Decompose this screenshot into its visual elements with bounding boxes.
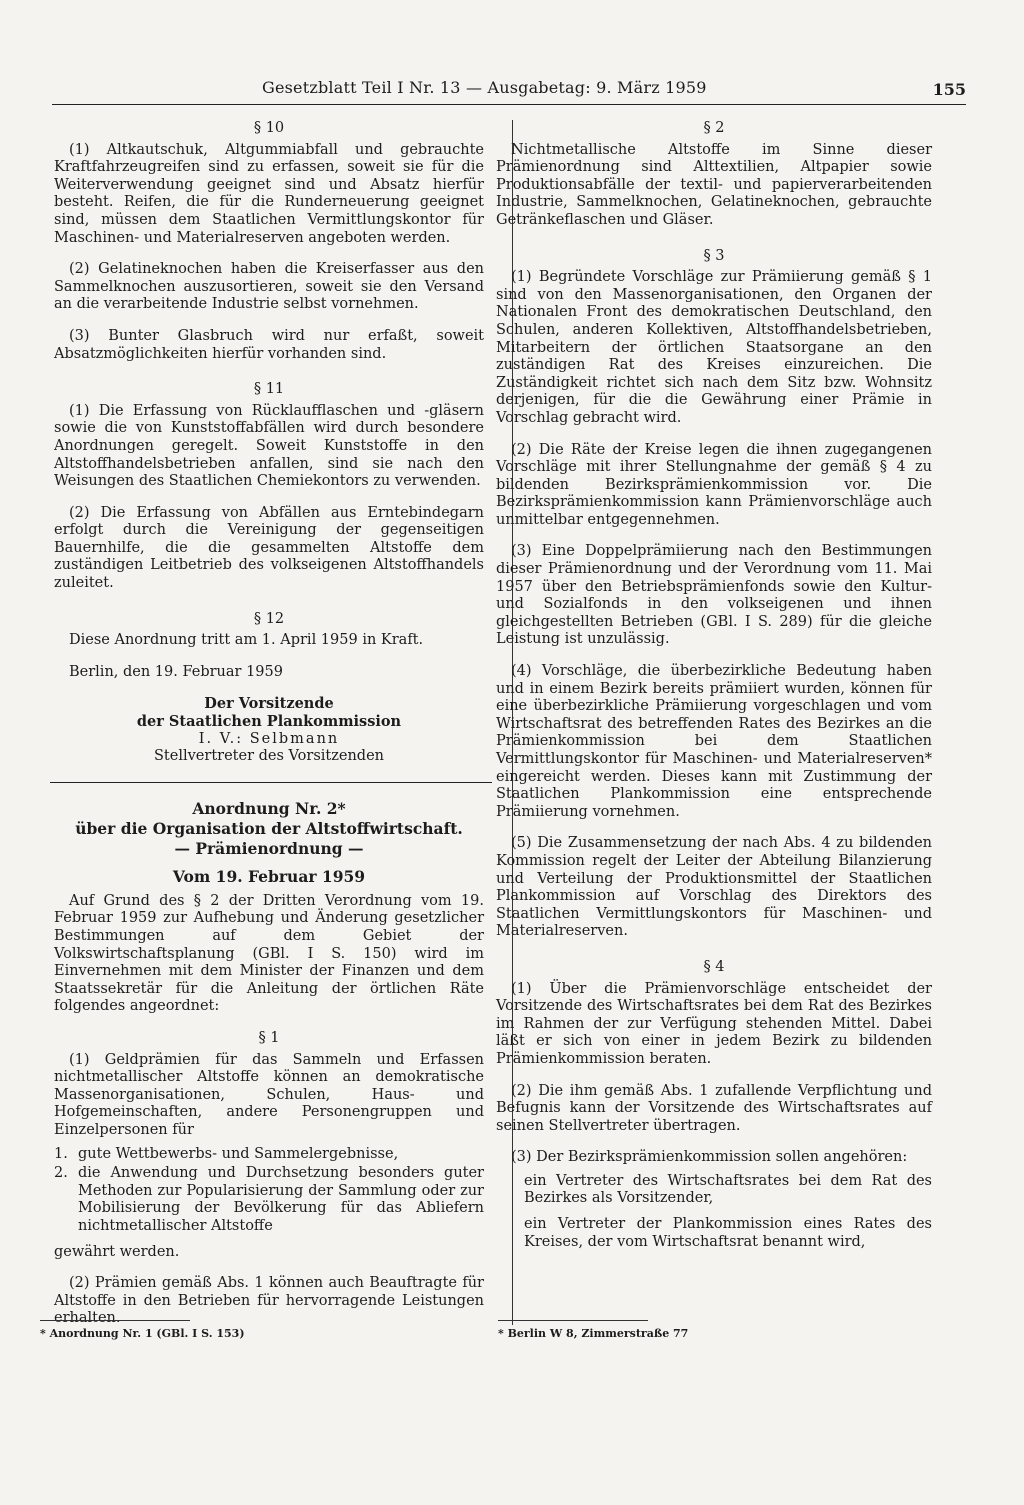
paragraph: Diese Anordnung tritt am 1. April 1959 in Kraft. [69,632,424,649]
paragraph: (4) Vorschläge, die überbezirkliche Bedeutung haben und in einem Bezirk bereits prämiiert wurden, können für eine überbezirkliche Prämiierung vorgeschlagen und vom Wirtschaftsrat des betreffenden Rates des Bezirkes an die Prämienkommission bei dem Staatlichen Vermittlungskontor für Maschinen- und Materialreserven* eingereicht werden. Dieses kann mit Zustimmung der Staatlichen Plankommission eine entsprechende Prämiierung vornehmen. [496,663,932,820]
signature-org: der Staatlichen Plankommission [136,713,402,731]
paragraph: (2) Die ihm gemäß Abs. 1 zufallende Verpflichtung und Befugnis kann der Vorsitzende des Wirtschaftsrates auf seinen Stellvertreter übertragen. [496,1082,932,1134]
paragraph: (3) Der Bezirksprämienkommission sollen angehören: [511,1149,908,1166]
footnote-right: * Berlin W 8, Zimmerstraße 77 [498,1327,689,1340]
paragraph: (1) Begründete Vorschläge zur Prämiierung gemäß § 1 sind von den Massenorganisationen, den Organen der Nationalen Front des demokratischen Deutschland, den Schulen, anderen Kollektiven, Altstoffhandelsbetrieben, Mitarbeitern der örtlichen Staatsorgane an den zuständigen Rat des Kreises einzureichen. Die Zuständigkeit richtet sich nach dem Sitz bzw. Wohnsitz derjenigen, für die die Gewährung einer Prämie in Vorschlag gebracht wird. [496,269,932,426]
section-heading-3: § 3 [703,247,725,264]
section-heading-10: § 10 [253,120,285,136]
header-rule [52,104,966,105]
member-list [496,1173,932,1251]
ordinance-title-line: — Prämienordnung — [174,838,364,858]
member-item: ein Vertreter der Plankommission eines Rates des Kreises, der vom Wirtschaftsrat benannt wird, [524,1216,932,1250]
signature-role: Stellvertreter des Vorsitzenden [154,748,384,765]
paragraph: (1) Über die Prämienvorschläge entscheidet der Vorsitzende des Wirtschaftsrates bei dem Rat des Bezirkes im Rahmen der zur Verfügung stehenden Mittel. Dabei läßt er sich von einer in jedem Bezirk zu bildenden Prämienkommission beraten. [496,980,932,1067]
signature-block [54,695,484,765]
list-item [54,1165,484,1235]
list-number: 1. [54,1145,68,1162]
paragraph: (3) Eine Doppelprämiierung nach den Bestimmungen dieser Prämienordnung und der Verordnung vom 11. Mai 1957 über den Betriebsprämienfonds sowie den Kultur- und Sozialfonds in den volkseigenen und ihnen gleichgestellten Betrieben (GBl. I S. 289) für die gleiche Leistung ist unzulässig. [496,543,932,648]
section-rule [50,782,492,783]
ordinance-date: Vom 19. Februar 1959 [172,866,366,886]
ordinance-title-line: Anordnung Nr. 2* [192,798,346,818]
paragraph: (1) Die Erfassung von Rücklaufflaschen und -gläsern sowie die von Kunststoffabfällen wird durch besondere Anordnungen geregelt. Soweit Kunststoffe in den Altstoffhandelsbetrieben anfallen, sind sie nach den Weisungen des Staatlichen Chemiekontors zu verwenden. [54,402,484,490]
paragraph: (2) Die Erfassung von Abfällen aus Erntebindegarn erfolgt durch die Vereinigung der gegenseitigen Bauernhilfe, die die gesammelten Altstoffe dem zuständigen Leitbetrieb des volkseigenen Altstoffhandels zuleitet. [54,504,484,592]
paragraph: (1) Geldprämien für das Sammeln und Erfassen nichtmetallischer Altstoffe können an demokratische Massenorganisationen, Schulen, Haus- und Hofgemeinschaften, andere Personengruppen und Einzelpersonen für [54,1051,484,1138]
numbered-list [54,1146,484,1236]
list-number: 2. [54,1165,68,1182]
footnote-rule [498,1320,648,1321]
paragraph: (2) Die Räte der Kreise legen die ihnen zugegangenen Vorschläge mit ihrer Stellungnahme der gemäß § 4 zu bildenden Bezirksprämienkommission vor. Die Bezirksprämienkommission kann Prämienvorschläge auch unmittelbar entgegennehmen. [496,441,932,528]
signature-name: I. V.: Selbmann [198,730,340,747]
right-column [496,120,932,1265]
paragraph: Nichtmetallische Altstoffe im Sinne dieser Prämienordnung sind Alttextilien, Altpapier sowie Produktionsabfälle der textil- und papierverarbeitenden Industrie, Sammelknochen, Gelatineknochen, gebrauchte Getränkeflaschen und Gläser. [496,141,932,228]
place-date: Berlin, den 19. Februar 1959 [69,663,283,680]
list-item [54,1146,484,1164]
footnote-rule [40,1320,190,1321]
section-heading-2: § 2 [703,120,725,136]
member-item: ein Vertreter des Wirtschaftsrates bei dem Rat des Bezirkes als Vorsitzender, [524,1172,932,1207]
ordinance-heading [54,799,484,887]
preamble: Auf Grund des § 2 der Dritten Verordnung vom 19. Februar 1959 zur Aufhebung und Änderung gesetzlicher Bestimmungen auf dem Gebiet der Volkswirtschaftsplanung (GBl. I S. 150) wird im Einvernehmen mit dem Minister der Finanzen und dem Staatssekretär für die Anleitung der örtlichen Räte folgendes angeordnet: [54,892,484,1015]
list-text: die Anwendung und Durchsetzung besonders guter Methoden zur Popularisierung der Sammlung oder zur Mobilisierung der Bevölkerung für das Abliefern nichtmetallischer Altstoffe [78,1165,484,1234]
paragraph: (2) Prämien gemäß Abs. 1 können auch Beauftragte für Altstoffe in den Betrieben für hervorragende Leistungen erhalten. [54,1275,484,1327]
page-header [52,78,966,100]
footnote-left: * Anordnung Nr. 1 (GBl. I S. 153) [40,1327,245,1340]
list-text: gute Wettbewerbs- und Sammelergebnisse, [78,1145,399,1162]
header-title: Gesetzblatt Teil I Nr. 13 — Ausgabetag: 9. März 1959 [262,78,707,97]
signature-title: Der Vorsitzende [204,695,334,713]
section-heading-12: § 12 [253,610,285,627]
section-heading-1: § 1 [258,1029,280,1046]
section-heading-4: § 4 [703,958,725,975]
paragraph: (5) Die Zusammensetzung der nach Abs. 4 zu bildenden Kommission regelt der Leiter der Abteilung Bilanzierung und Verteilung der Produktionsmittel der Staatlichen Plankommission auf Vorschlag des Direktors des Staatlichen Vermittlungskontors für Maschinen- und Materialreserven. [496,835,932,940]
paragraph: gewährt werden. [54,1243,180,1260]
section-heading-11: § 11 [253,381,285,398]
paragraph: (3) Bunter Glasbruch wird nur erfaßt, soweit Absatzmöglichkeiten hierfür vorhanden sind. [54,327,484,362]
page-number: 155 [932,80,966,99]
paragraph: (1) Altkautschuk, Altgummiabfall und gebrauchte Kraftfahrzeugreifen sind zu erfassen, soweit sie für die Weiterverwendung geeignet sind und Absatz hierfür besteht. Reifen, die für die Runderneuerung geeignet sind, müssen dem Staatlichen Vermittlungskontor für Maschinen- und Materialreserven angeboten werden. [54,141,484,246]
left-column [54,120,484,1342]
ordinance-title-line: über die Organisation der Altstoffwirtschaft. [75,818,463,838]
paragraph: (2) Gelatineknochen haben die Kreiserfasser aus den Sammelknochen auszusortieren, soweit sie den Versand an die verarbeitende Industrie selbst vornehmen. [54,261,484,313]
